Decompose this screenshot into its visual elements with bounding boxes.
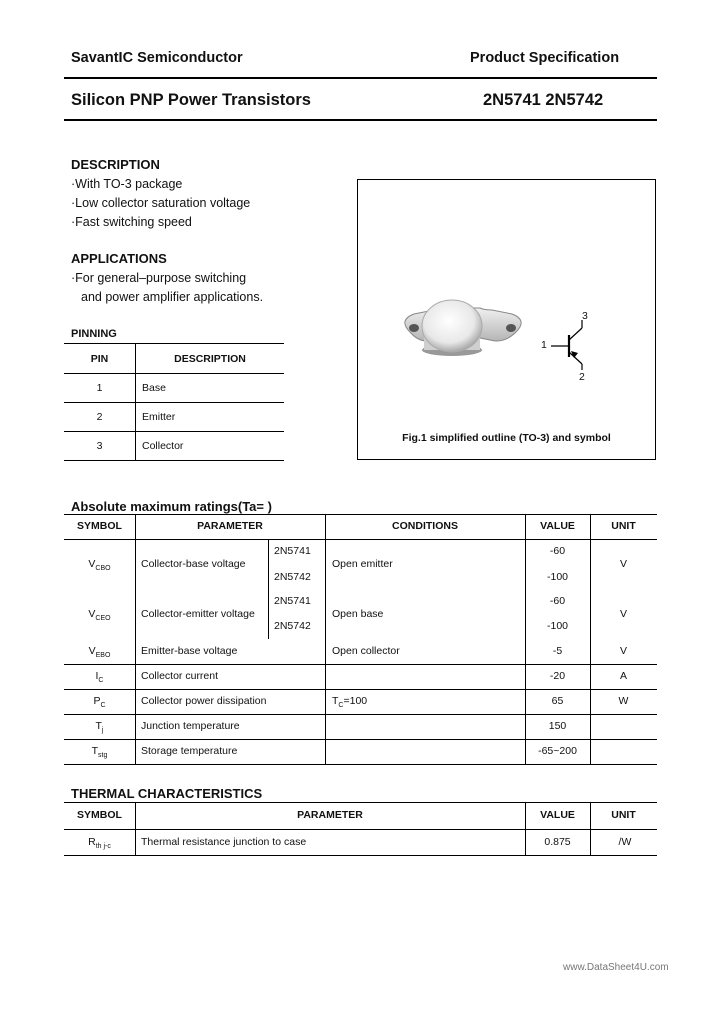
row-divider [64,739,657,740]
param-rth: Thermal resistance junction to case [141,836,307,848]
unit-vebo: V [619,645,627,657]
value-vcbo-1: -60 [549,545,566,557]
pin-description: Emitter [136,403,285,432]
col-divider [325,514,326,764]
pinning-heading: PINNING [71,328,117,340]
header-rule-top [64,77,657,79]
param-tj: Junction temperature [141,720,240,732]
figure-box [357,179,656,460]
table-row [64,403,284,432]
unit-rth: /W [615,836,632,848]
col-symbol-header: SYMBOL [77,520,122,532]
cond-vceo: Open base [332,608,384,620]
symbol-tstg: $T_{stg}$ [91,745,108,760]
pnp-transistor-symbol [358,180,655,459]
part-label: 2N5742 [274,571,311,583]
thermal-top-rule [64,802,657,803]
symbol-pin-label: 1 [541,339,547,351]
pin-number: 2 [64,403,136,432]
value-vebo: -5 [552,645,563,657]
param-ic: Collector current [141,670,219,682]
description-heading: DESCRIPTION [71,157,160,172]
value-vceo-2: -100 [546,620,568,632]
row-divider [64,714,657,715]
thermal-heading: THERMAL CHARACTERISTICS [71,786,263,801]
part-label: 2N5742 [274,620,311,632]
value-pc: 65 [551,695,564,707]
thermal-col-symbol: SYMBOL [77,809,122,821]
symbol-ic: $I_C$ [95,670,104,685]
applications-heading: APPLICATIONS [71,251,167,266]
applications-line: ·For general–purpose switching [71,271,247,285]
value-tj: 150 [548,720,567,732]
thermal-col-unit: UNIT [611,809,636,821]
doc-type: Product Specification [470,50,620,66]
header-rule-bottom [64,119,657,121]
value-vceo-1: -60 [549,595,566,607]
col-unit-header: UNIT [611,520,636,532]
cond-vcbo: Open emitter [332,558,393,570]
col-divider [268,539,269,639]
col-value-header: VALUE [540,520,575,532]
symbol-tj: $T_j$ [95,720,104,735]
col-conditions-header: CONDITIONS [392,520,458,532]
table-row [64,374,284,403]
value-ic: -20 [549,670,566,682]
value-rth: 0.875 [544,836,571,848]
row-divider [64,855,657,856]
value-tstg: -65~200 [538,745,577,757]
pin-description: Collector [136,432,285,461]
thermal-col-parameter: PARAMETER [297,809,363,821]
abs-max-heading: Absolute maximum ratings(Ta= ) [71,499,272,514]
description-item: ·Low collector saturation voltage [71,196,251,210]
pin-col-header: PIN [64,344,136,374]
param-tstg: Storage temperature [141,745,238,757]
row-divider [64,829,657,830]
part-label: 2N5741 [274,595,311,607]
company-name: SavantIC Semiconductor [71,50,243,66]
description-item: ·With TO-3 package [71,177,183,191]
pin-description: Base [136,374,285,403]
cond-pc: $T_C=100$ [332,695,373,710]
col-divider [135,514,136,764]
symbol-pin-label: 3 [582,310,588,322]
symbol-vcbo: $V_{CBO}$ [88,558,111,573]
row-divider [64,539,657,540]
part-numbers: 2N5741 2N5742 [483,91,604,109]
part-label: 2N5741 [274,545,311,557]
param-vebo: Emitter-base voltage [141,645,238,657]
unit-vceo: V [619,608,627,620]
description-item: ·Fast switching speed [71,215,192,229]
value-vcbo-2: -100 [546,571,568,583]
unit-ic: A [619,670,627,682]
pin-number: 1 [64,374,136,403]
row-divider [64,689,657,690]
unit-tj [590,720,657,732]
param-vcbo: Collector-base voltage [141,558,246,570]
symbol-vebo: $V_{EBO}$ [88,645,111,660]
watermark: www.DataSheet4U.com [563,962,669,973]
symbol-pc: $P_C$ [93,695,106,710]
pin-desc-col-header: DESCRIPTION [136,344,285,374]
pin-number: 3 [64,432,136,461]
unit-pc: W [618,695,629,707]
symbol-pin-label: 2 [579,371,585,383]
param-pc: Collector power dissipation [141,695,267,707]
symbol-vceo: $V_{CEO}$ [88,608,111,623]
applications-line: and power amplifier applications. [81,290,264,304]
symbol-rth: $R_{th j-c}$ [88,836,111,851]
thermal-col-value: VALUE [540,809,575,821]
abs-max-top-rule [64,514,657,515]
unit-vcbo: V [619,558,627,570]
product-line: Silicon PNP Power Transistors [71,91,311,109]
row-divider [64,664,657,665]
unit-tstg [590,745,657,757]
param-vceo: Collector-emitter voltage [141,608,255,620]
pinning-table [64,344,284,461]
row-divider [64,764,657,765]
cond-vebo: Open collector [332,645,400,657]
col-parameter-header: PARAMETER [197,520,263,532]
table-row [64,432,284,461]
figure-caption: Fig.1 simplified outline (TO-3) and symbol [402,432,611,444]
